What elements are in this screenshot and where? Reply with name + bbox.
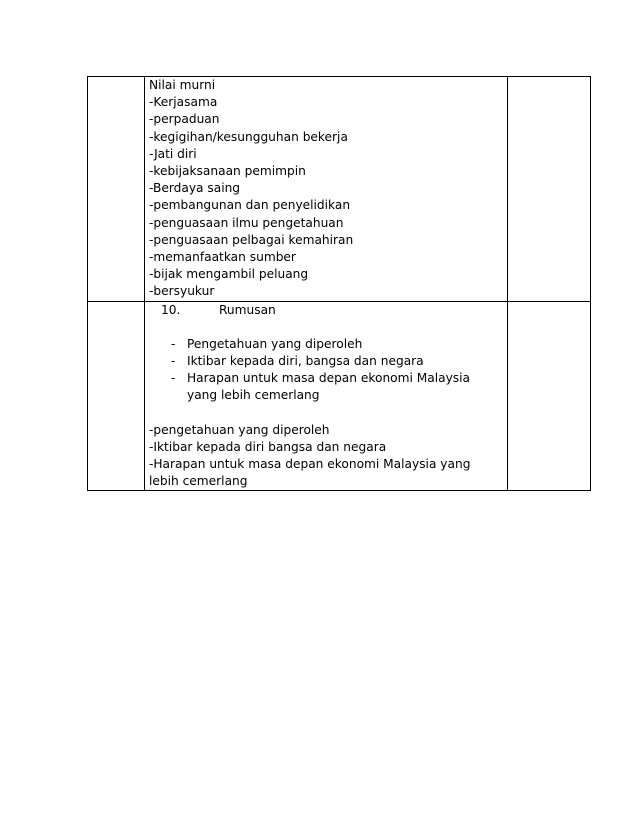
spacer	[149, 319, 503, 336]
bullet-item	[149, 336, 503, 353]
list-item: -penguasaan ilmu pengetahuan	[149, 215, 344, 230]
bullet-text: yang lebih cemerlang	[187, 388, 320, 403]
list-item: -pembangunan dan penyelidikan	[149, 198, 351, 213]
list-item: -perpaduan	[149, 112, 220, 127]
list-item: -Kerjasama	[149, 95, 218, 110]
section-title: Rumusan	[219, 302, 276, 317]
list-item: -Berdaya saing	[149, 181, 241, 196]
bullet-marker: -	[171, 336, 176, 351]
bullet-marker: -	[171, 371, 176, 386]
values-list	[145, 77, 507, 301]
spacer	[149, 405, 503, 422]
list-item: -Jati diri	[149, 146, 197, 161]
list-item: -penguasaan pelbagai kemahiran	[149, 232, 354, 247]
list-heading: Nilai murni	[149, 78, 216, 92]
table-row	[88, 77, 591, 302]
bullet-text: Iktibar kepada diri, bangsa dan negara	[187, 354, 424, 369]
list-item: -kegigihan/kesungguhan bekerja	[149, 129, 348, 144]
content-cell	[145, 301, 508, 491]
list-item: -Iktibar kepada diri bangsa dan negara	[149, 439, 387, 454]
table-row	[88, 301, 591, 491]
list-item: -bijak mengambil peluang	[149, 267, 309, 282]
list-item: -memanfaatkan sumber	[149, 250, 296, 265]
list-item: -kebijaksanaan pemimpin	[149, 164, 306, 179]
list-item: lebih cemerlang	[149, 474, 248, 489]
list-item: -Harapan untuk masa depan ekonomi Malaysia yang	[149, 457, 471, 472]
bullet-continuation	[149, 387, 503, 404]
bullet-item	[149, 353, 503, 370]
list-item: -pengetahuan yang diperoleh	[149, 422, 330, 437]
section-number: 10.	[161, 302, 181, 317]
left-cell	[88, 301, 145, 491]
list-item: -bersyukur	[149, 284, 215, 299]
right-cell	[508, 77, 591, 302]
content-cell	[145, 77, 508, 302]
bullet-list	[149, 336, 503, 405]
bullet-text: Harapan untuk masa depan ekonomi Malaysia	[187, 371, 471, 386]
bullet-marker: -	[171, 354, 176, 369]
left-cell	[88, 77, 145, 302]
bullet-item	[149, 370, 503, 387]
bullet-text: Pengetahuan yang diperoleh	[187, 336, 363, 351]
summary-section	[145, 302, 507, 491]
section-heading	[149, 302, 503, 319]
content-table	[87, 76, 591, 491]
right-cell	[508, 301, 591, 491]
